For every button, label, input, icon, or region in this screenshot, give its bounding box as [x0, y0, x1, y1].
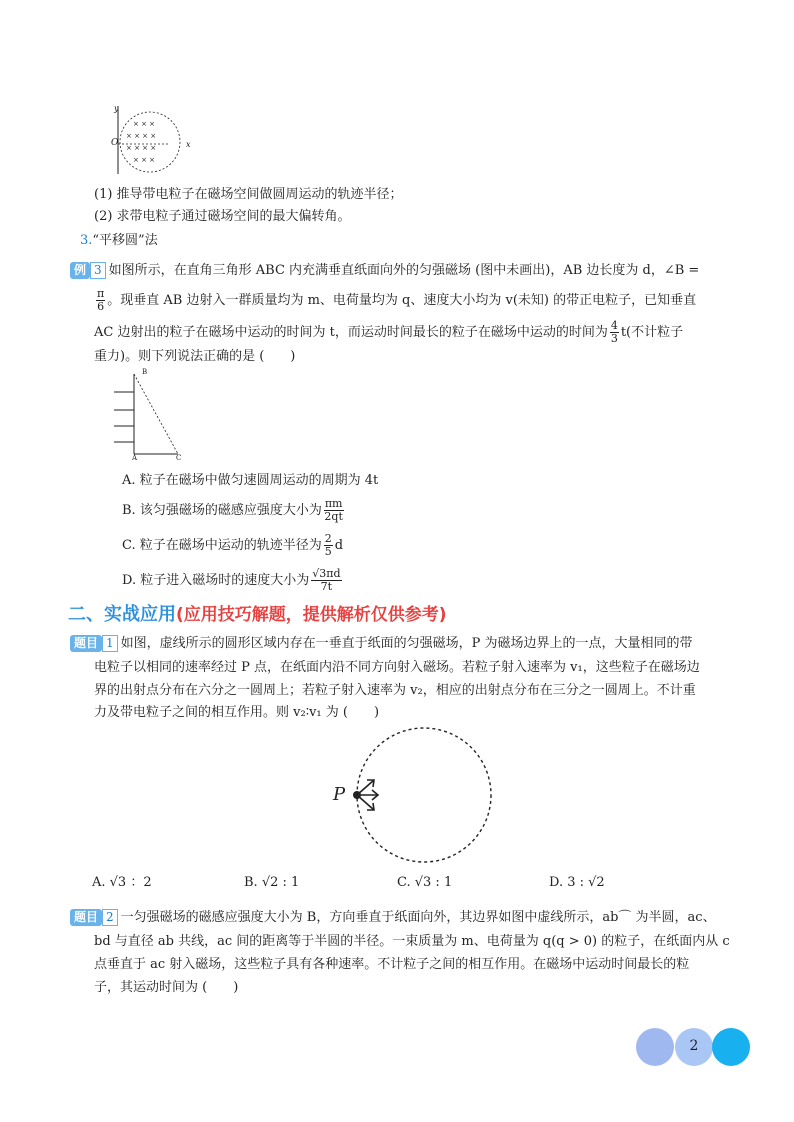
method-heading	[80, 232, 158, 250]
example3-text-3a: AC 边射出的粒子在磁场中运动的时间为 t，而运动时间最长的粒子在磁场中运动的时间为	[94, 325, 608, 340]
problem1-option-c[interactable]: C. √3 : 1	[397, 875, 453, 890]
example3-text-2: 。现垂直 AB 边射入一群质量均为 m、电荷量均为 q、速度大小均为 v(未知) 的带正电粒子，已知垂直	[107, 293, 697, 308]
example3-text-1: 如图所示，在直角三角形 ABC 内充满垂直纸面向外的匀强磁场 (图中未画出)，AB 边长度为 d，∠B =	[108, 263, 700, 278]
fraction-pi-over-6: $\frac{\pi}{6}$	[97, 287, 105, 313]
page-circle-right	[712, 1028, 750, 1066]
svg-text:× × ×: × × ×	[133, 156, 156, 164]
triangle-label-c: C	[176, 454, 182, 462]
example3-option-d[interactable]: D. 粒子进入磁场时的速度大小为 $\frac{√3\pi d}{7t}$	[122, 567, 341, 593]
fraction-4-over-3: $\frac{4}{3}$	[610, 319, 618, 345]
page-number: 2	[689, 1038, 699, 1054]
svg-text:× × × ×: × × × ×	[126, 132, 157, 140]
example-tag: 例	[70, 262, 90, 279]
problem1-line2: 电粒子以相同的速率经过 P 点，在纸面内沿不同方向射入磁场。若粒子射入速率为 v₁，这些粒子在磁场边	[94, 660, 700, 675]
svg-text:× × × ×: × × × ×	[126, 144, 157, 152]
problem2-line1: 题目 2 一匀强磁场的磁感应强度大小为 B，方向垂直于纸面向外，其边界如图中虚线所示，ab⌒ 为半圆，ac、	[70, 909, 716, 927]
problem-number: 2	[102, 909, 118, 926]
svg-text:× × ×: × × ×	[133, 120, 156, 128]
section-subtitle: (应用技巧解题，提供解析仅供参考)	[176, 605, 447, 625]
problem1-option-b[interactable]: B. √2 : 1	[244, 875, 300, 890]
page-circle-left	[636, 1028, 674, 1066]
example3-line1	[70, 262, 699, 280]
example-number: 3	[90, 262, 106, 279]
problem-tag: 题目	[70, 635, 102, 652]
triangle-figure	[112, 370, 192, 462]
question-item-2: (2) 求带电粒子通过磁场空间的最大偏转角。	[94, 209, 351, 224]
example3-line4: 重力)。则下列说法正确的是 ( )	[94, 349, 296, 364]
problem2-line2: bd 与直径 ab 共线，ac 间的距离等于半圆的半径。一束质量为 m、电荷量为 q(q > 0) 的粒子，在纸面内从 c	[94, 934, 730, 949]
example3-option-c[interactable]: C. 粒子在磁场中运动的轨迹半径为 $\frac{2}{5}$ d	[122, 532, 344, 558]
triangle-label-b: B	[142, 368, 148, 376]
axis-y-label: y	[114, 104, 119, 113]
method-number: 3.	[80, 233, 93, 248]
problem1-line1: 题目 1 如图，虚线所示的圆形区域内存在一垂直于纸面的匀强磁场，P 为磁场边界上的一点，大量相同的带	[70, 635, 693, 653]
fraction-option-b: $\frac{\pi m}{2qt}$	[324, 497, 343, 523]
circle-field-figure	[340, 722, 500, 868]
section-heading	[68, 600, 447, 626]
problem1-line4: 力及带电粒子之间的相互作用。则 v₂∶v₁ 为 ( )	[94, 705, 380, 720]
fraction-option-c: $\frac{2}{5}$	[324, 532, 332, 558]
problem-number: 1	[102, 635, 118, 652]
problem2-line3: 点垂直于 ac 射入磁场，这些粒子具有各种速率。不计粒子之间的相互作用。在磁场中运动时间最长的粒	[94, 957, 690, 972]
question-item-1: (1) 推导带电粒子在磁场空间做圆周运动的轨迹半径；	[94, 187, 403, 202]
axis-x-label: x	[186, 140, 191, 149]
problem1-option-d[interactable]: D. 3 : √2	[549, 875, 605, 890]
problem2-line4: 子，其运动时间为 ( )	[94, 980, 239, 995]
point-p-label: P	[333, 784, 346, 805]
axis-origin-label: O	[111, 138, 119, 148]
problem1-option-a[interactable]: A. √3 ：2	[92, 875, 152, 890]
example3-text-3b: t(不计粒子	[620, 325, 684, 340]
problem-tag: 题目	[70, 909, 102, 926]
method-title: “平移圆”法	[92, 233, 158, 248]
magnetic-field-figure	[108, 104, 198, 176]
section-title: 二、实战应用	[68, 604, 176, 625]
example3-line2	[94, 288, 696, 313]
fraction-option-d: $\frac{√3\pi d}{7t}$	[312, 567, 341, 593]
example3-option-b[interactable]: B. 该匀强磁场的磁感应强度大小为 $\frac{\pi m}{2qt}$	[122, 497, 343, 523]
example3-line3	[94, 320, 683, 345]
example3-option-a[interactable]: A. 粒子在磁场中做匀速圆周运动的周期为 4t	[122, 473, 379, 488]
triangle-label-a: A	[132, 454, 138, 462]
problem1-line3: 界的出射点分布在六分之一圆周上；若粒子射入速率为 v₂，相应的出射点分布在三分之一圆周上。不计重	[94, 683, 696, 698]
